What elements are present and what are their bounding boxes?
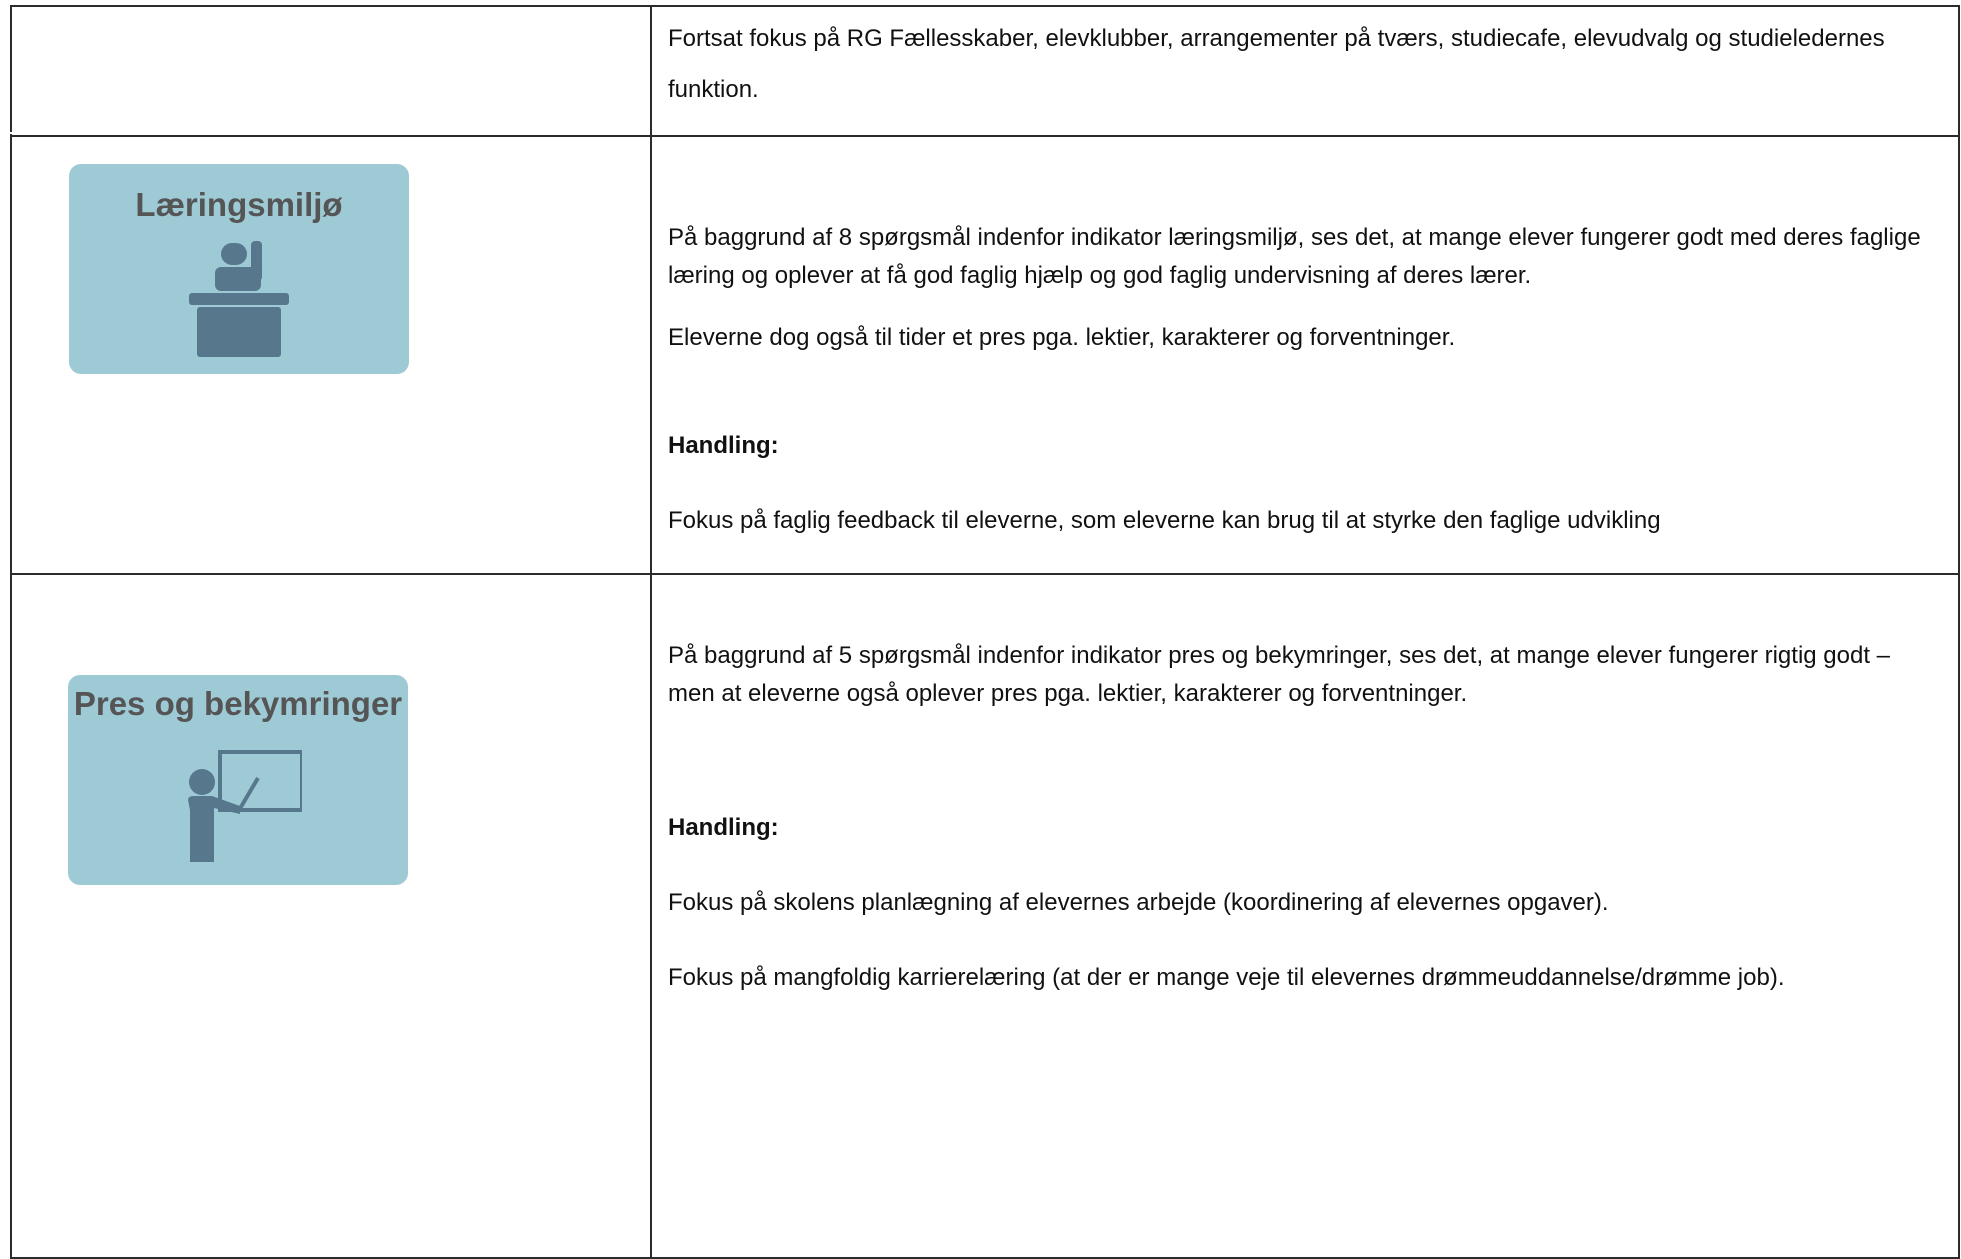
document-table	[10, 5, 1960, 1259]
action-label: Handling:	[668, 814, 779, 841]
row-1-left-cell	[11, 6, 651, 136]
community-focus-text: Fortsat fokus på RG Fællesskaber, elevklubber, arrangementer på tværs, studiecafe, elevudvalg og studieledernes funktion.	[668, 25, 1885, 103]
learning-environment-text: På baggrund af 8 spørgsmål indenfor indikator læringsmiljø, ses det, at mange elever fungerer godt med deres faglige læring og oplever at få god faglig hjælp og god faglig undervisning af deres lærer.	[668, 224, 1921, 289]
action-text: Fokus på faglig feedback til eleverne, som eleverne kan brug til at styrke den faglige udvikling	[668, 507, 1661, 534]
card-title: Læringsmiljø	[135, 186, 343, 223]
divider	[10, 132, 458, 134]
pressure-worries-text: På baggrund af 5 spørgsmål indenfor indikator pres og bekymringer, ses det, at mange elever fungerer rigtig godt – men at eleverne også oplever pres pga. lektier, karakterer og forventninger.	[668, 642, 1891, 707]
row-3-right-cell	[651, 574, 1959, 1258]
table-row	[11, 574, 1959, 1258]
teacher-whiteboard-icon	[182, 750, 302, 870]
pressure-note-text: Eleverne dog også til tider et pres pga. lektier, karakterer og forventninger.	[668, 324, 1456, 351]
pres-og-bekymringer-card	[68, 675, 408, 885]
action-label: Handling:	[668, 432, 779, 459]
action-text-planning: Fokus på skolens planlægning af elevernes arbejde (koordinering af elevernes opgaver).	[668, 889, 1609, 916]
row-1-right-cell	[651, 6, 1959, 136]
row-2-left-cell	[11, 136, 651, 574]
laeringsmiljoe-card	[69, 164, 409, 374]
card-title: Pres og bekymringer	[73, 685, 403, 722]
table-row	[11, 136, 1959, 574]
table-row	[11, 6, 1959, 136]
teacher-desk-icon	[187, 239, 291, 359]
row-2-right-cell	[651, 136, 1959, 574]
action-text-career: Fokus på mangfoldig karrierelæring (at der er mange veje til elevernes drømmeuddannelse/drømme job).	[668, 964, 1785, 991]
row-3-left-cell	[11, 574, 651, 1258]
